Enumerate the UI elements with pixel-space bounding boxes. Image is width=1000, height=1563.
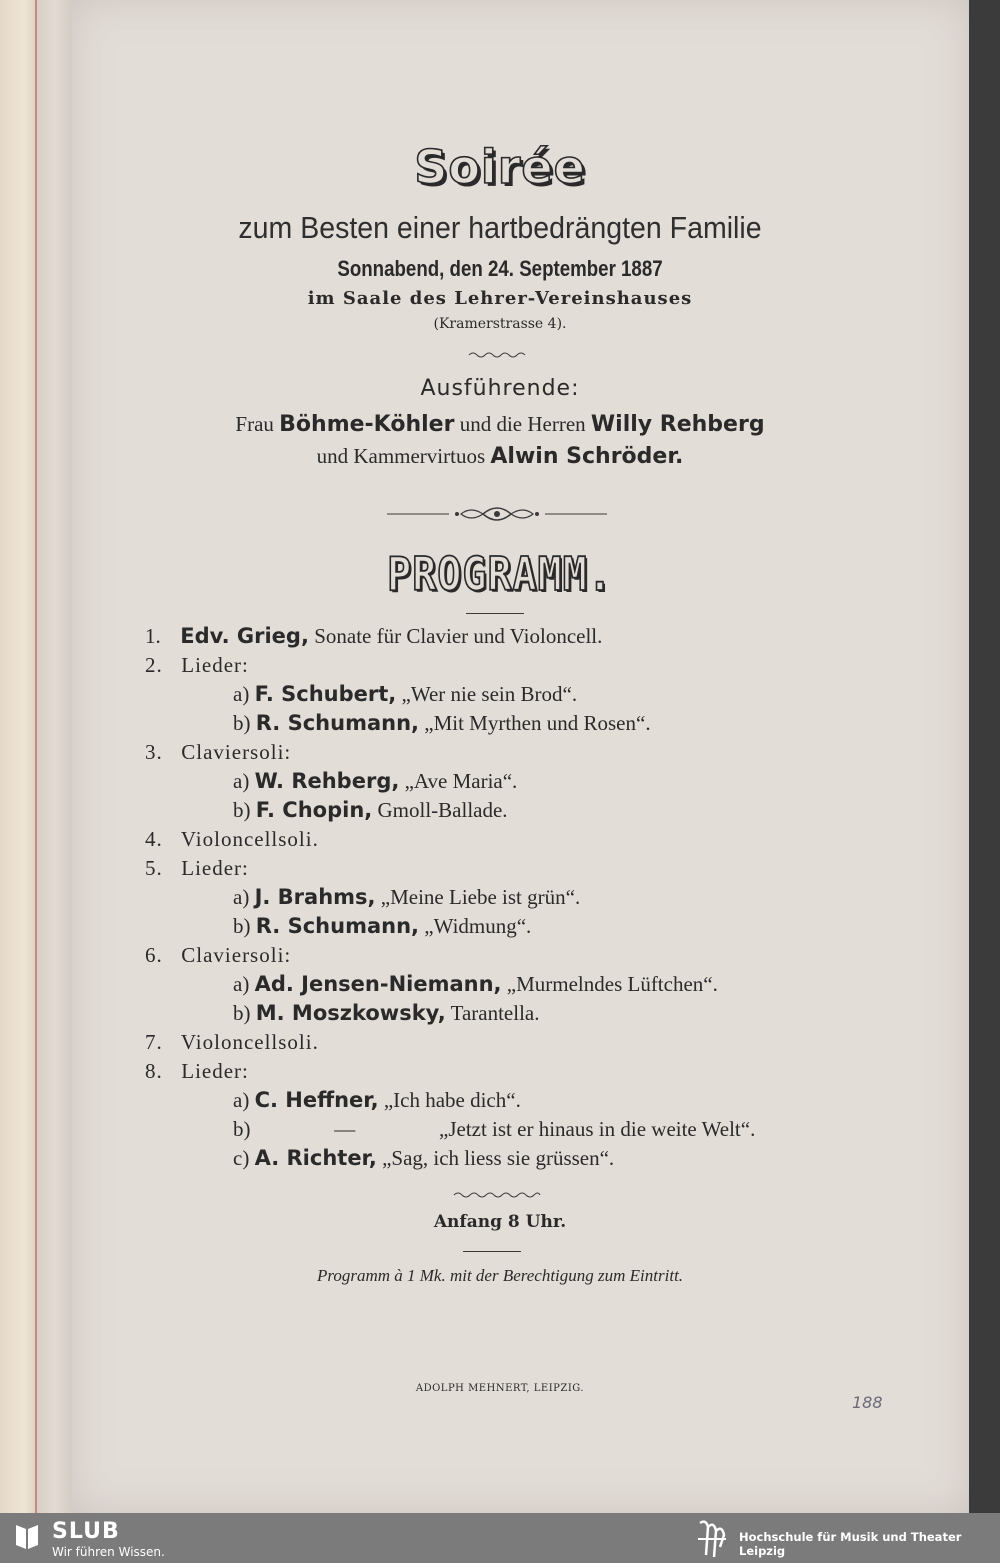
performers-line-2 bbox=[72, 444, 928, 469]
slub-tagline: Wir führen Wissen. bbox=[52, 1545, 165, 1559]
program-section-label: Claviersoli: bbox=[181, 740, 292, 764]
program-subitem: b) R. Schumann, „Widmung“. bbox=[233, 914, 532, 938]
composer-name: M. Moszkowsky, bbox=[255, 1001, 446, 1025]
event-date: Sonnabend, den 24. September 1887 bbox=[337, 256, 663, 281]
composer-dash: — bbox=[334, 1117, 356, 1141]
program-item: 4. Violoncellsoli. bbox=[145, 827, 319, 851]
document-title: Soirée bbox=[414, 140, 586, 194]
composer-name: A. Richter, bbox=[254, 1146, 377, 1170]
performers-heading: Ausführende: bbox=[420, 376, 580, 401]
composer-name: Edv. Grieg, bbox=[180, 624, 309, 648]
event-address: (Kramerstrasse 4). bbox=[433, 316, 567, 332]
work-title: „Mit Myrthen und Rosen“. bbox=[424, 711, 651, 735]
program-subitem: a) Ad. Jensen-Niemann, „Murmelndes Lüftchen“. bbox=[233, 972, 718, 996]
program-heading: PROGRAMM. bbox=[387, 548, 613, 602]
program-subitem: a) C. Heffner, „Ich habe dich“. bbox=[233, 1088, 521, 1112]
wave-ornament-bottom bbox=[452, 1190, 542, 1200]
work-title: „Wer nie sein Brod“. bbox=[401, 682, 578, 706]
program-subitem: a) J. Brahms, „Meine Liebe ist grün“. bbox=[233, 885, 581, 909]
printer-imprint: ADOLPH MEHNERT, LEIPZIG. bbox=[415, 1383, 585, 1394]
viewer-footer bbox=[0, 1513, 1000, 1563]
performers-line-1 bbox=[72, 412, 928, 437]
program-section-label: Lieder: bbox=[181, 1059, 249, 1083]
program-section-label: Claviersoli: bbox=[181, 943, 292, 967]
program-section-label: Violoncellsoli. bbox=[180, 827, 319, 851]
hmt-institution-name: Hochschule für Musik und Theater Leipzig bbox=[739, 1530, 962, 1558]
program-item: 8. Lieder: bbox=[145, 1059, 249, 1083]
program-subitem: c) A. Richter, „Sag, ich liess sie grüssen“. bbox=[233, 1146, 615, 1170]
program-list bbox=[145, 622, 905, 1173]
program-item: 1. Edv. Grieg, Sonate für Clavier und Violoncell. bbox=[145, 624, 603, 648]
work-title: „Murmelndes Lüftchen“. bbox=[506, 972, 718, 996]
start-time: Anfang 8 Uhr. bbox=[433, 1212, 567, 1232]
wave-ornament-top bbox=[467, 350, 527, 360]
slub-book-icon bbox=[14, 1521, 40, 1551]
program-subitem: a) W. Rehberg, „Ave Maria“. bbox=[233, 769, 518, 793]
program-subitem: b) — „Jetzt ist er hinaus in die weite Welt“. bbox=[145, 1115, 905, 1144]
performers-prefix: und Kammervirtuos bbox=[316, 444, 486, 468]
performers-prefix: Frau bbox=[235, 412, 274, 436]
work-title: „Widmung“. bbox=[424, 914, 532, 938]
work-title: „Ave Maria“. bbox=[404, 769, 518, 793]
program-section-label: Lieder: bbox=[181, 856, 249, 880]
composer-name: C. Heffner, bbox=[254, 1088, 379, 1112]
work-title: Tarantella. bbox=[450, 1001, 540, 1025]
composer-name: R. Schumann, bbox=[255, 711, 420, 735]
divider bbox=[463, 1251, 521, 1252]
book-left-edge bbox=[0, 0, 40, 1513]
work-title: „Ich habe dich“. bbox=[383, 1088, 521, 1112]
program-item: 5. Lieder: bbox=[145, 856, 249, 880]
program-subitem: b) F. Chopin, Gmoll-Ballade. bbox=[233, 798, 508, 822]
program-subitem: a) F. Schubert, „Wer nie sein Brod“. bbox=[233, 682, 578, 706]
event-venue: im Saale des Lehrer-Vereinshauses bbox=[307, 288, 693, 309]
composer-name: J. Brahms, bbox=[254, 885, 376, 909]
program-subitem: b) M. Moszkowsky, Tarantella. bbox=[233, 1001, 540, 1025]
composer-name: W. Rehberg, bbox=[254, 769, 400, 793]
work-title: „Jetzt ist er hinaus in die weite Welt“. bbox=[439, 1117, 756, 1141]
document-subtitle: zum Besten einer hartbedrängten Familie bbox=[238, 210, 762, 245]
book-page-edge bbox=[36, 0, 73, 1513]
performer-name: Alwin Schröder. bbox=[490, 444, 684, 469]
program-item: 7. Violoncellsoli. bbox=[145, 1030, 319, 1054]
price-note: Programm à 1 Mk. mit der Berechtigung zum Eintritt. bbox=[316, 1266, 684, 1285]
scan-background bbox=[969, 0, 1000, 1513]
work-title: Gmoll-Ballade. bbox=[377, 798, 508, 822]
work-title: „Sag, ich liess sie grüssen“. bbox=[382, 1146, 615, 1170]
performer-name: Böhme-Köhler bbox=[279, 412, 455, 437]
program-section-label: Violoncellsoli. bbox=[180, 1030, 319, 1054]
composer-name: R. Schumann, bbox=[255, 914, 420, 938]
work-title: Sonate für Clavier und Violoncell. bbox=[314, 624, 603, 648]
composer-name: Ad. Jensen-Niemann, bbox=[254, 972, 502, 996]
hmt-logo-icon bbox=[694, 1517, 730, 1561]
performer-name: Willy Rehberg bbox=[590, 412, 765, 437]
work-title: „Meine Liebe ist grün“. bbox=[380, 885, 581, 909]
performers-connector: und die Herren bbox=[459, 412, 586, 436]
pencil-annotation: 188 bbox=[852, 1393, 883, 1412]
composer-name: F. Schubert, bbox=[254, 682, 397, 706]
decorative-divider-ornament bbox=[387, 502, 607, 526]
page-binding-line bbox=[35, 0, 37, 1513]
slub-logo-text: SLUB bbox=[52, 1519, 120, 1544]
program-item: 3. Claviersoli: bbox=[145, 740, 292, 764]
divider bbox=[466, 613, 524, 614]
composer-name: F. Chopin, bbox=[255, 798, 373, 822]
program-section-label: Lieder: bbox=[181, 653, 249, 677]
program-item: 6. Claviersoli: bbox=[145, 943, 292, 967]
program-item: 2. Lieder: bbox=[145, 653, 249, 677]
program-subitem: b) R. Schumann, „Mit Myrthen und Rosen“. bbox=[233, 711, 651, 735]
